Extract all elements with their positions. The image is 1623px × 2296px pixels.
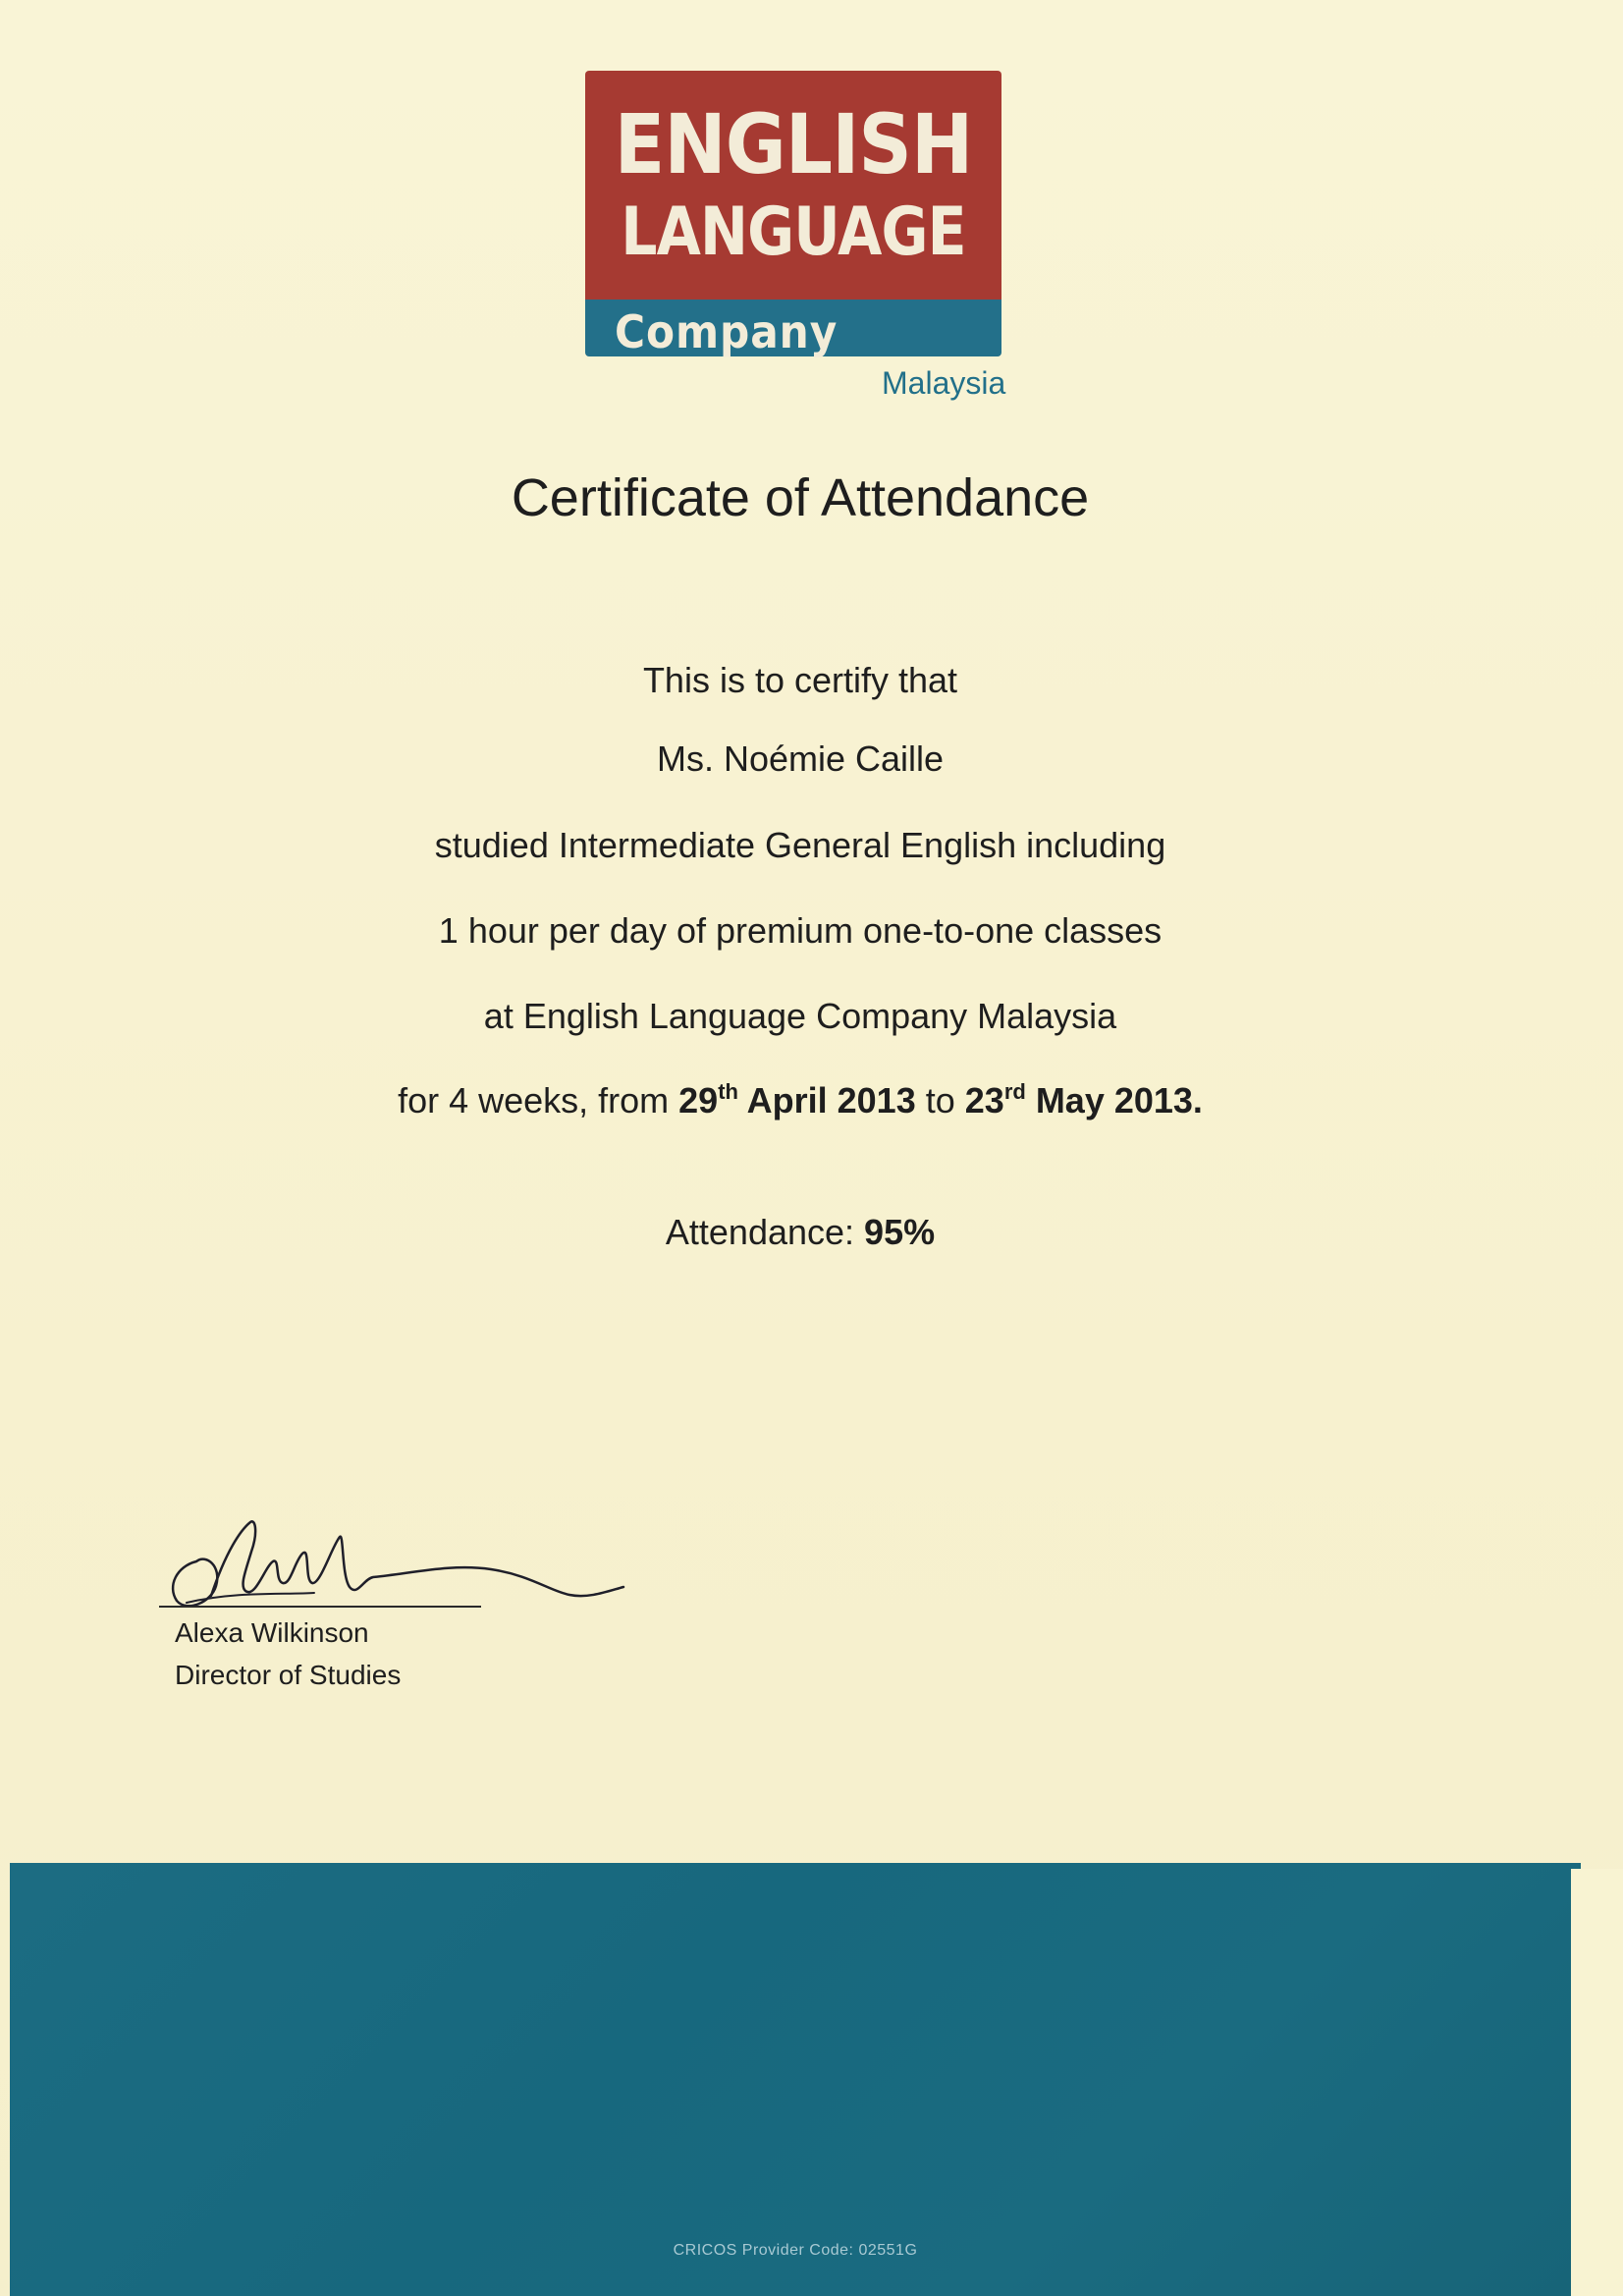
start-date: 29th April 2013 [678,1079,916,1121]
extra-classes-line: 1 hour per day of premium one-to-one classes [438,910,1163,951]
duration-prefix: for 4 weeks, from [398,1080,679,1121]
attendance-value: 95% [864,1212,936,1252]
signatory-role: Director of Studies [175,1660,402,1690]
logo-word-language: LANGUAGE [621,193,966,271]
company-logo [585,71,1001,360]
logo-blue-band [585,300,1001,356]
attendance-label: Attendance: [665,1212,865,1252]
student-name: Ms. Noémie Caille [656,738,945,779]
end-date: 23rd May 2013. [964,1079,1203,1121]
logo-red-block [585,71,1001,300]
duration-line [0,1080,1600,1121]
handwritten-signature [157,1493,648,1620]
attendance-line [0,1212,1600,1253]
school-line: at English Language Company Malaysia [483,996,1117,1036]
logo-word-english: ENGLISH [614,96,973,192]
course-line: studied Intermediate General English including [434,825,1166,865]
logo-country: Malaysia [882,365,1006,401]
duration-connector: to [915,1080,965,1121]
signatory-name: Alexa Wilkinson [175,1617,369,1648]
footer-edge [1571,1869,1623,2296]
provider-code: CRICOS Provider Code: 02551G [673,2242,918,2259]
certificate-title: Certificate of Attendance [511,468,1090,527]
logo-word-company: Company [615,305,839,358]
intro-line: This is to certify that [642,660,958,700]
signature-line [159,1606,481,1608]
footer-band [10,1863,1581,2296]
